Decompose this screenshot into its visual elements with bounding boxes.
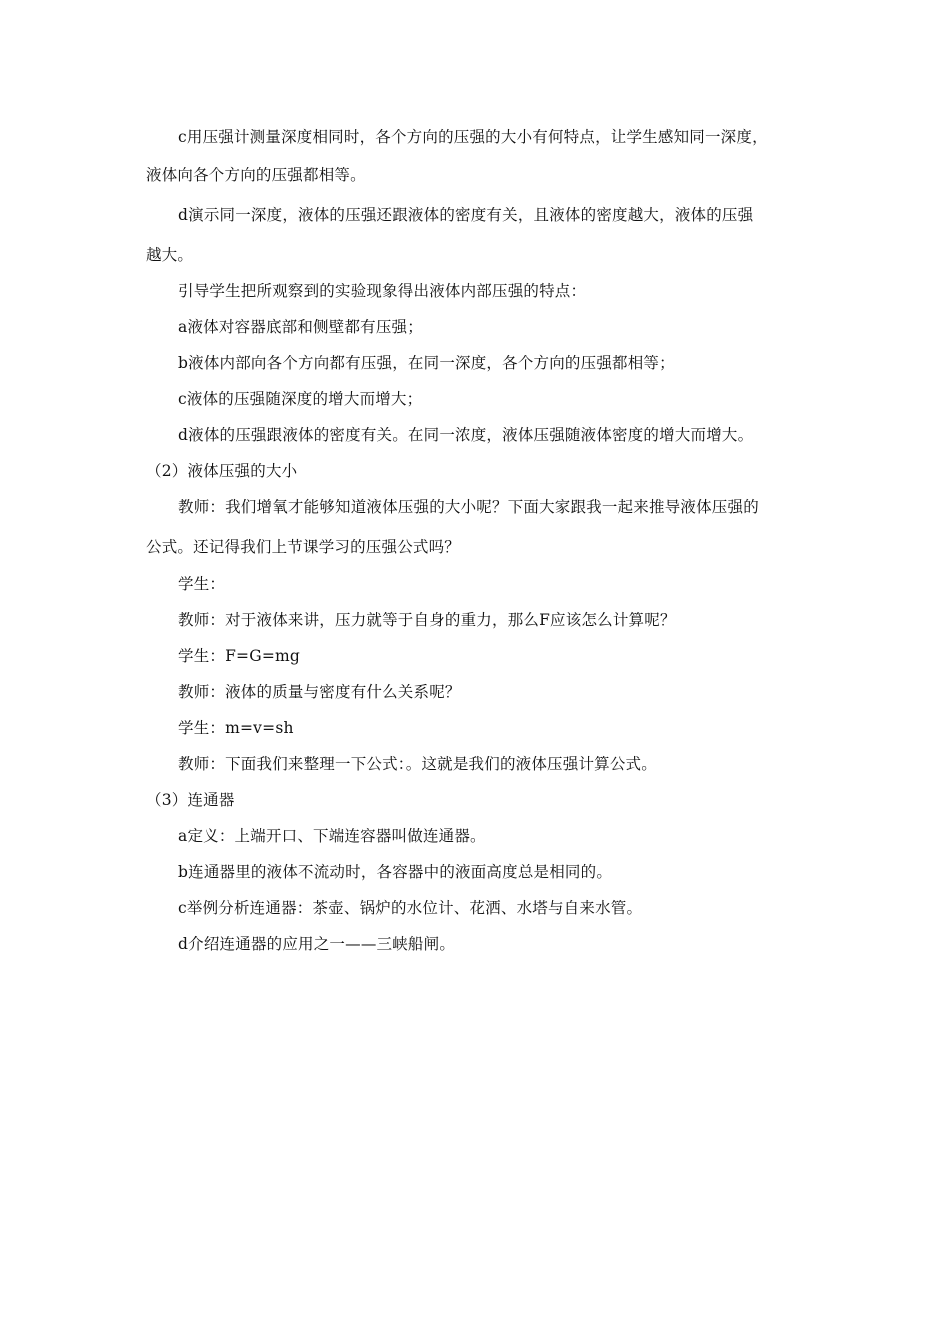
paragraph-line: 液体向各个方向的压强都相等。 bbox=[146, 166, 366, 184]
list-item: a液体对容器底部和侧壁都有压强； bbox=[178, 318, 423, 336]
paragraph-line: 引导学生把所观察到的实验现象得出液体内部压强的特点： bbox=[178, 282, 587, 300]
dialogue-line: 教师：下面我们来整理一下公式：。这就是我们的液体压强计算公式。 bbox=[178, 755, 657, 773]
paragraph-line: 公式。还记得我们上节课学习的压强公式吗？ bbox=[146, 538, 461, 556]
list-item: b连通器里的液体不流动时，各容器中的液面高度总是相同的。 bbox=[178, 863, 613, 881]
list-item: a定义：上端开口、下端连容器叫做连通器。 bbox=[178, 827, 486, 845]
dialogue-line: 教师：液体的质量与密度有什么关系呢？ bbox=[178, 683, 461, 701]
dialogue-line: 学生：m=v=sh bbox=[178, 719, 294, 737]
list-item: d液体的压强跟液体的密度有关。在同一浓度，液体压强随液体密度的增大而增大。 bbox=[178, 426, 754, 444]
section-heading: （2）液体压强的大小 bbox=[146, 462, 298, 480]
dialogue-line: 学生：F=G=mg bbox=[178, 647, 301, 665]
section-heading: （3）连通器 bbox=[146, 791, 235, 809]
paragraph-line: 越大。 bbox=[146, 246, 194, 264]
paragraph-line: d演示同一深度，液体的压强还跟液体的密度有关，且液体的密度越大，液体的压强 bbox=[178, 206, 754, 224]
dialogue-line: 学生： bbox=[178, 575, 226, 593]
list-item: b液体内部向各个方向都有压强，在同一深度，各个方向的压强都相等； bbox=[178, 354, 675, 372]
list-item: c举例分析连通器：茶壶、锅炉的水位计、花洒、水塔与自来水管。 bbox=[178, 899, 643, 917]
list-item: d介绍连通器的应用之一——三峡船闸。 bbox=[178, 935, 456, 953]
paragraph-line: c用压强计测量深度相同时，各个方向的压强的大小有何特点，让学生感知同一深度， bbox=[178, 128, 768, 146]
list-item: c液体的压强随深度的增大而增大； bbox=[178, 390, 423, 408]
dialogue-line: 教师：对于液体来讲，压力就等于自身的重力，那么F应该怎么计算呢？ bbox=[178, 611, 676, 629]
paragraph-line: 教师：我们增氧才能够知道液体压强的大小呢？下面大家跟我一起来推导液体压强的 bbox=[178, 498, 759, 516]
